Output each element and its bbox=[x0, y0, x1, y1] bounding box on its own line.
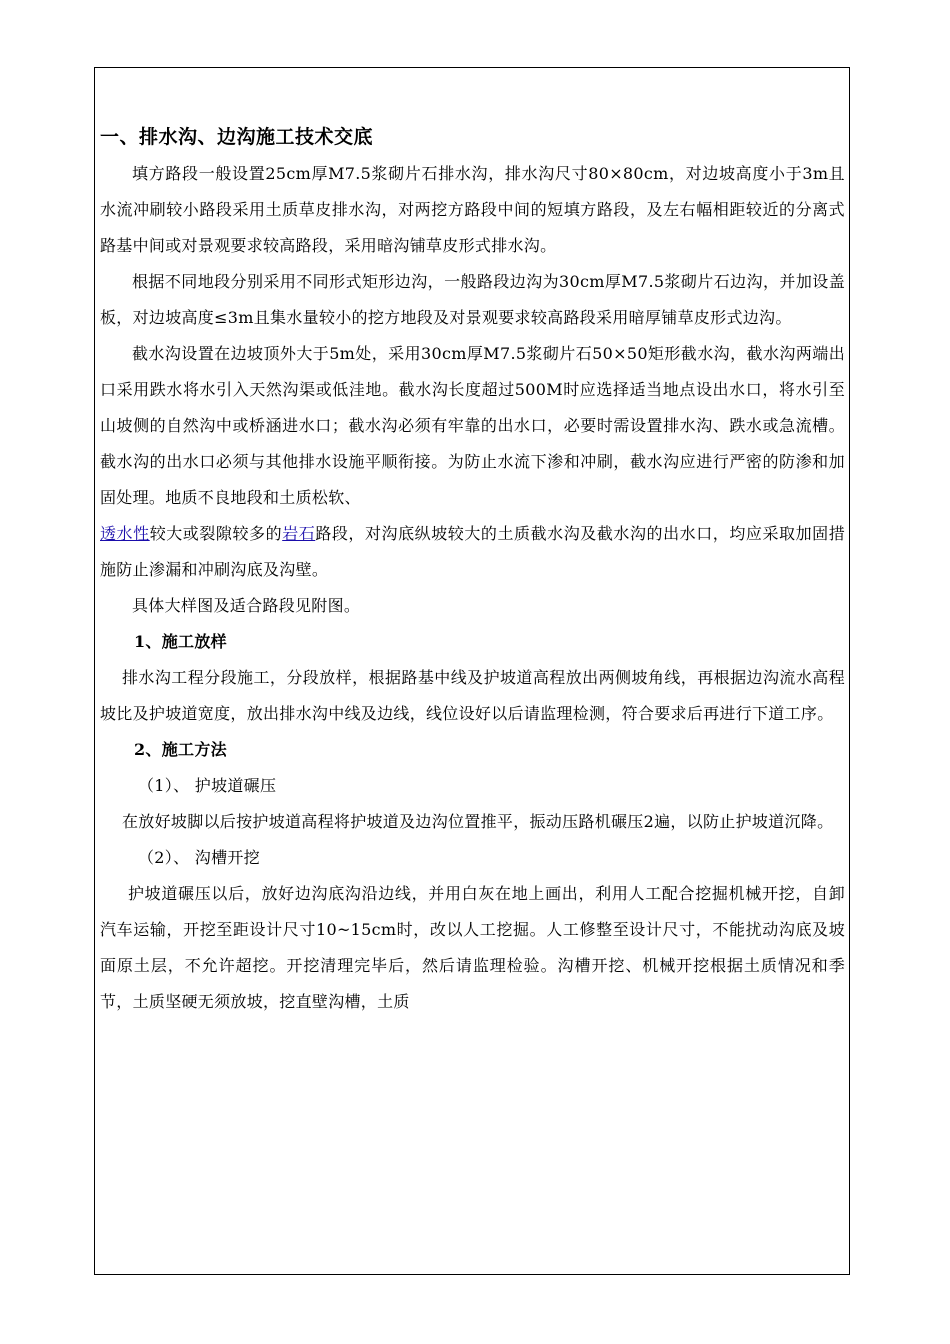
paragraph-drainage-ditch: 填方路段一般设置25cm厚M7.5浆砌片石排水沟，排水沟尺寸80×80cm，对边坡高度小于3m且水流冲刷较小路段采用土质草皮排水沟，对两挖方路段中间的短填方路段，及左右幅相距较近的分离式路基中间或对景观要求较高路段，采用暗沟铺草皮形式排水沟。 bbox=[100, 164, 845, 255]
paragraph-reinforcement-text-1: 较大或裂隙较多的 bbox=[149, 524, 283, 543]
paragraph-reinforcement-text-2: 路段，对沟底纵坡较大的土质截水沟及截水沟的出水口，均应采取加固措施防止渗漏和冲刷沟底及沟壁。 bbox=[100, 524, 845, 579]
item-title-trench-excavation: （2）、 沟槽开挖 bbox=[138, 848, 260, 867]
link-permeability[interactable]: 透水性 bbox=[100, 524, 150, 543]
paragraph-reinforcement bbox=[100, 516, 845, 588]
paragraph-side-ditch: 根据不同地段分别采用不同形式矩形边沟，一般路段边沟为30cm厚M7.5浆砌片石边沟，并加设盖板，对边坡高度≤3m且集水量较小的挖方地段及对景观要求较高路段采用暗厚铺草皮形式边沟。 bbox=[100, 272, 845, 327]
paragraph-berm-compaction: 在放好坡脚以后按护坡道高程将护坡道及边沟位置推平，振动压路机碾压2遍，以防止护坡道沉降。 bbox=[122, 812, 834, 831]
item-title-berm-compaction: （1）、 护坡道碾压 bbox=[138, 776, 277, 795]
paragraph-intercepting-ditch: 截水沟设置在边坡顶外大于5m处，采用30cm厚M7.5浆砌片石50×50矩形截水沟，截水沟两端出口采用跌水将水引入天然沟渠或低洼地。截水沟长度超过500M时应选择适当地点设出水口，将水引至山坡侧的自然沟中或桥涵进水口；截水沟必须有牢靠的出水口，必要时需设置排水沟、跌水或急流槽。截水沟的出水口必须与其他排水设施平顺衔接。为防止水流下渗和冲刷，截水沟应进行严密的防渗和加固处理。地质不良地段和土质松软、 bbox=[100, 344, 845, 507]
paragraph-layout: 排水沟工程分段施工，分段放样，根据路基中线及护坡道高程放出两侧坡角线，再根据边沟流水高程坡比及护坡道宽度，放出排水沟中线及边线，线位设好以后请监理检测，符合要求后再进行下道工序。 bbox=[100, 668, 845, 723]
subsection-title-layout: 1、施工放样 bbox=[134, 632, 227, 651]
paragraph-see-attachment: 具体大样图及适合路段见附图。 bbox=[132, 596, 361, 615]
subsection-title-method: 2、施工方法 bbox=[134, 740, 227, 759]
document-body bbox=[100, 122, 845, 1020]
link-rock[interactable]: 岩石 bbox=[282, 524, 316, 543]
section-title: 一、排水沟、边沟施工技术交底 bbox=[100, 126, 374, 148]
paragraph-trench-excavation: 护坡道碾压以后，放好边沟底沟沿边线，并用白灰在地上画出，利用人工配合挖掘机械开挖，自卸汽车运输，开挖至距设计尺寸10~15cm时，改以人工挖掘。人工修整至设计尺寸，不能扰动沟底及坡面原土层，不允许超挖。开挖清理完毕后，然后请监理检验。沟槽开挖、机械开挖根据土质情况和季节，土质坚硬无须放坡，挖直壁沟槽，土质 bbox=[100, 884, 845, 1011]
